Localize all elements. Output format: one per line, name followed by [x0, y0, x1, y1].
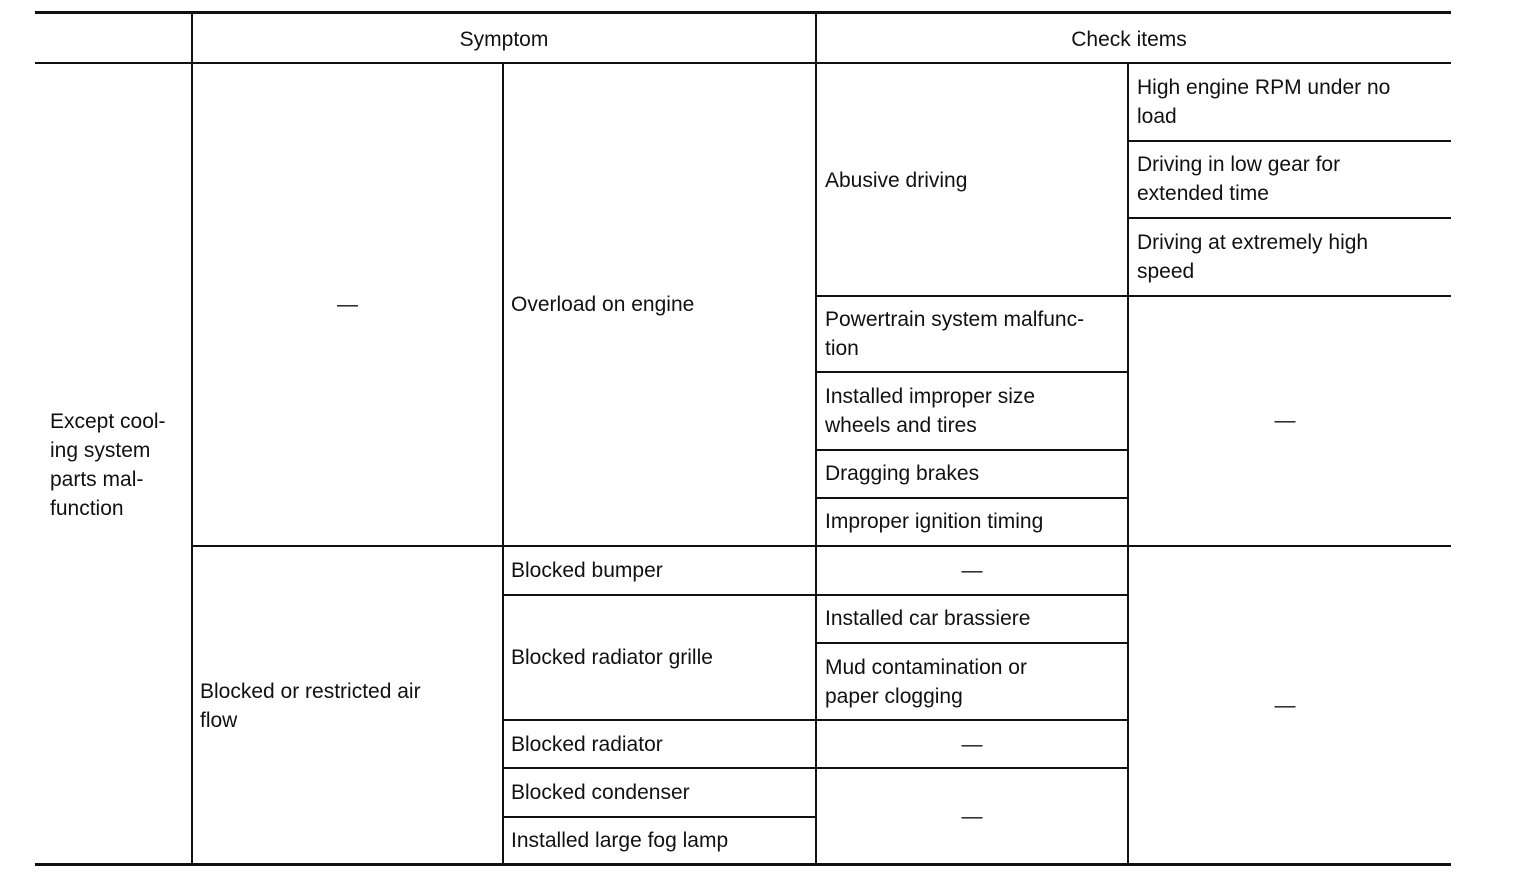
rule-condenser-bottom	[503, 816, 816, 818]
rule-bumper-bottom	[503, 594, 1128, 596]
airflow-item-bumper: Blocked bumper	[511, 559, 663, 582]
radiator-check-dash: —	[961, 733, 983, 756]
check-car-brassiere: Installed car brassiere	[825, 607, 1031, 630]
overload-symptom-dash: —	[337, 293, 358, 316]
rule-abusive-sub-2	[1128, 217, 1451, 219]
vline-category	[191, 14, 193, 864]
check-powertrain: Powertrain system malfunc- tion	[825, 308, 1085, 360]
rule-top	[35, 11, 1451, 14]
check-abusive-driving: Abusive driving	[825, 169, 968, 192]
check-ignition-timing: Improper ignition timing	[825, 510, 1044, 533]
overload-others-sub-dash: —	[1274, 409, 1296, 432]
rule-grille-checks-mid	[816, 642, 1128, 644]
airflow-item-condenser: Blocked condenser	[511, 781, 690, 804]
header-check-items: Check items	[1071, 28, 1187, 51]
header-symptom: Symptom	[459, 28, 549, 51]
check-dragging-brakes: Dragging brakes	[825, 462, 980, 485]
rule-radiator-bottom	[503, 767, 1128, 769]
airflow-item-fog-lamp: Installed large fog lamp	[511, 829, 729, 852]
airflow-item-radiator: Blocked radiator	[511, 733, 663, 756]
vline-symptom-detail	[502, 63, 504, 864]
check-wheels-tires: Installed improper size wheels and tires	[825, 385, 1036, 437]
airflow-symptom: Blocked or restricted air flow	[200, 680, 421, 732]
rule-abusive-sub-1	[1128, 140, 1451, 142]
rule-abusive-bottom	[816, 295, 1451, 297]
airflow-item-grille: Blocked radiator grille	[511, 646, 713, 669]
check-mud-contamination: Mud contamination or paper clogging	[825, 656, 1027, 708]
rule-header-bottom	[35, 62, 1451, 64]
rule-other-1	[816, 371, 1128, 373]
rule-grille-bottom	[503, 719, 1128, 721]
overload-symptom-detail: Overload on engine	[511, 293, 695, 316]
abusive-sub-low-gear: Driving in low gear for extended time	[1137, 153, 1341, 205]
rule-groups-divider	[192, 545, 1451, 547]
rule-other-2	[816, 449, 1128, 451]
vline-check-sub	[1127, 63, 1129, 864]
rule-bottom	[35, 863, 1451, 866]
category-label: Except cool- ing system parts mal- function	[50, 410, 166, 520]
abusive-sub-high-speed: Driving at extremely high speed	[1137, 231, 1369, 283]
airflow-sub-dash: —	[1274, 694, 1296, 717]
bumper-check-dash: —	[961, 559, 983, 582]
abusive-sub-high-rpm: High engine RPM under no load	[1137, 76, 1391, 128]
condenser-fog-check-dash: —	[961, 805, 983, 828]
rule-other-3	[816, 497, 1128, 499]
